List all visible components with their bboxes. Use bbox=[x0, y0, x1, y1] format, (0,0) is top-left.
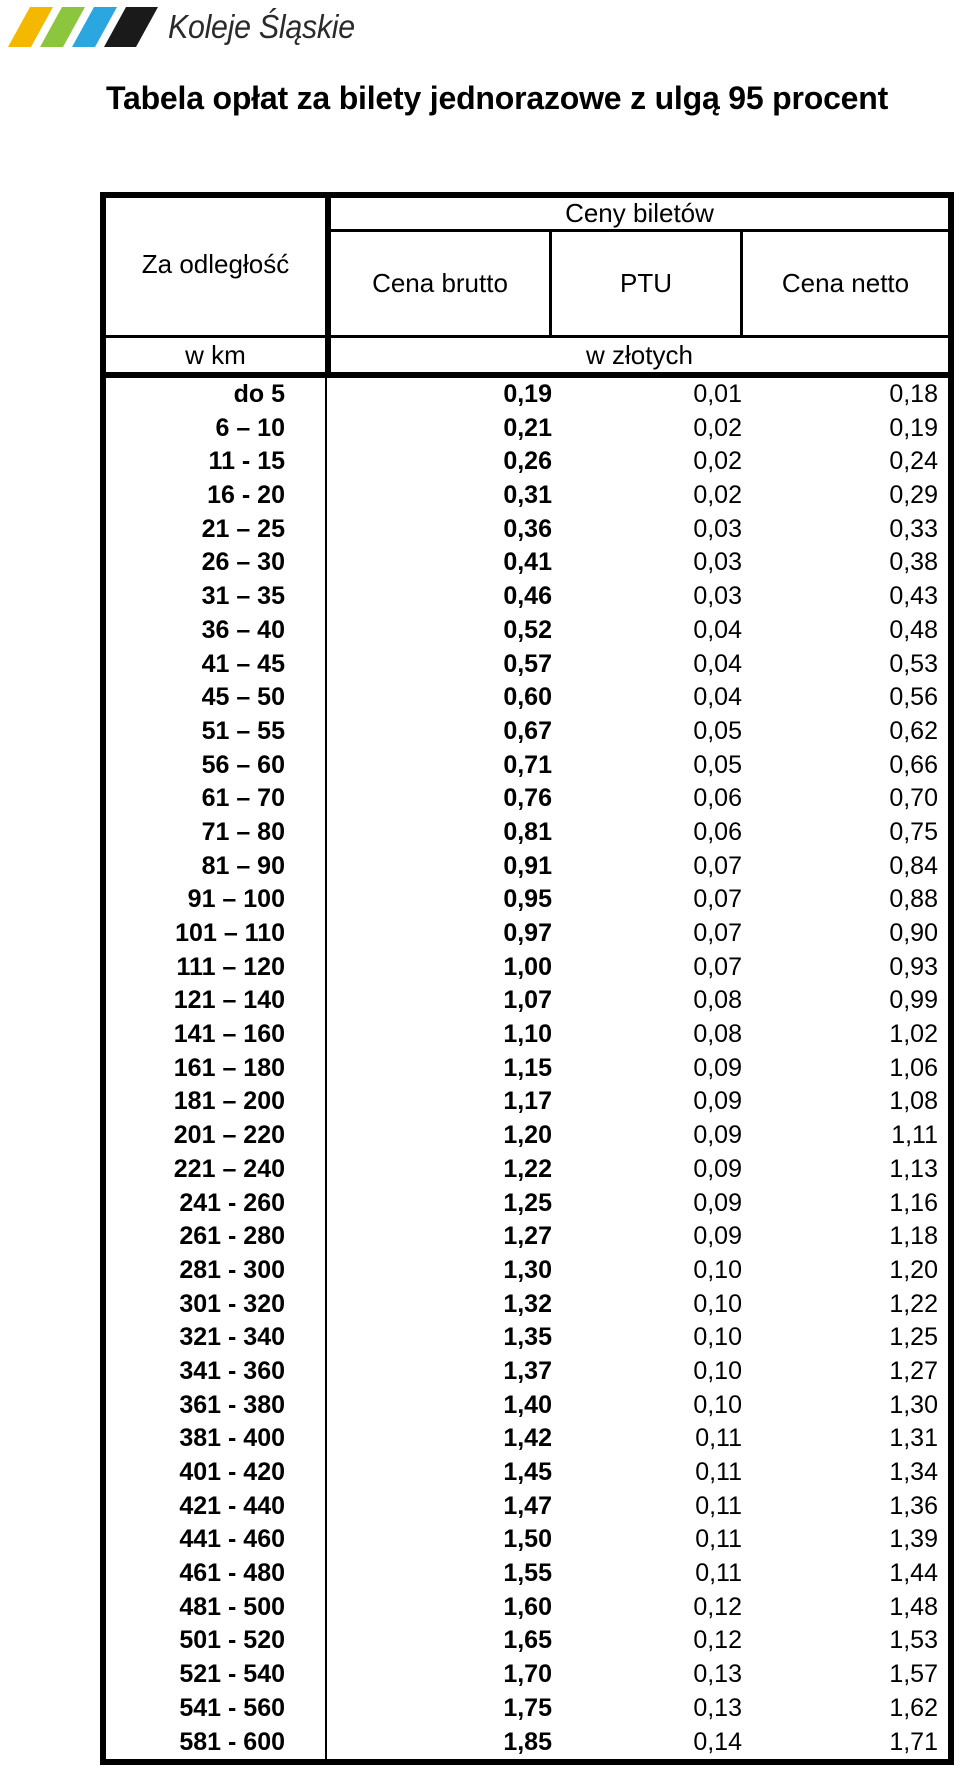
header-unit-pln: w złotych bbox=[586, 339, 693, 370]
netto-cell: 1,53 bbox=[889, 1626, 938, 1655]
netto-cell: 0,19 bbox=[889, 413, 938, 442]
distance-cell: 45 – 50 bbox=[201, 683, 285, 712]
header-distance: Za odległość bbox=[141, 249, 290, 279]
brutto-cell: 1,70 bbox=[503, 1660, 552, 1689]
distance-cell: 361 - 380 bbox=[179, 1390, 285, 1419]
netto-cell: 0,75 bbox=[889, 817, 938, 846]
brutto-cell: 1,50 bbox=[503, 1525, 552, 1554]
distance-cell: 6 – 10 bbox=[215, 413, 285, 442]
distance-cell: 91 – 100 bbox=[187, 885, 285, 914]
table-row bbox=[106, 1321, 948, 1355]
brutto-cell: 0,97 bbox=[503, 919, 552, 947]
brutto-cell: 0,52 bbox=[503, 615, 552, 644]
table-row bbox=[106, 917, 948, 951]
ptu-cell: 0,10 bbox=[693, 1255, 742, 1284]
brutto-cell: 1,37 bbox=[503, 1356, 552, 1385]
distance-cell: 26 – 30 bbox=[201, 548, 285, 577]
brand-name: Koleje Śląskie bbox=[168, 8, 355, 45]
netto-cell: 0,70 bbox=[889, 784, 938, 813]
header-col-netto: Cena netto bbox=[781, 268, 910, 298]
divider-group bbox=[331, 229, 948, 232]
distance-cell: 541 - 560 bbox=[179, 1693, 285, 1722]
ptu-cell: 0,09 bbox=[693, 1053, 742, 1082]
brutto-cell: 1,47 bbox=[503, 1491, 552, 1520]
netto-cell: 1,20 bbox=[889, 1255, 938, 1284]
netto-cell: 1,02 bbox=[889, 1020, 938, 1049]
ptu-cell: 0,02 bbox=[693, 413, 742, 442]
netto-cell: 0,84 bbox=[889, 851, 938, 880]
stripes-logo-icon bbox=[8, 7, 158, 47]
distance-cell: 221 – 240 bbox=[173, 1154, 285, 1183]
ptu-cell: 0,09 bbox=[693, 1188, 742, 1217]
netto-cell: 1,44 bbox=[889, 1559, 938, 1588]
divider-brutto-ptu bbox=[549, 232, 552, 335]
table-row bbox=[106, 1018, 948, 1052]
ptu-cell: 0,02 bbox=[693, 481, 742, 510]
distance-cell: 501 - 520 bbox=[179, 1626, 285, 1655]
ptu-cell: 0,10 bbox=[693, 1356, 742, 1385]
divider-distance bbox=[325, 198, 331, 372]
table-row bbox=[106, 1456, 948, 1490]
brutto-cell: 1,32 bbox=[503, 1289, 552, 1318]
brutto-cell: 0,21 bbox=[503, 413, 552, 442]
ptu-cell: 0,03 bbox=[693, 514, 742, 543]
table-row bbox=[106, 1288, 948, 1322]
brutto-cell: 1,55 bbox=[503, 1559, 552, 1588]
netto-cell: 1,57 bbox=[889, 1660, 938, 1689]
netto-cell: 1,08 bbox=[889, 1087, 938, 1116]
table-row bbox=[106, 1490, 948, 1524]
brutto-cell: 1,42 bbox=[503, 1424, 552, 1453]
table-row bbox=[106, 1658, 948, 1692]
ptu-cell: 0,02 bbox=[693, 447, 742, 476]
netto-cell: 1,13 bbox=[889, 1154, 938, 1183]
distance-cell: 321 - 340 bbox=[179, 1323, 285, 1352]
table-row bbox=[106, 445, 948, 479]
ptu-cell: 0,09 bbox=[693, 1087, 742, 1116]
table-row bbox=[106, 378, 948, 412]
ptu-cell: 0,01 bbox=[693, 380, 742, 408]
distance-cell: 281 - 300 bbox=[179, 1255, 285, 1284]
table-row bbox=[106, 681, 948, 715]
distance-cell: 261 - 280 bbox=[179, 1222, 285, 1251]
netto-cell: 1,36 bbox=[889, 1491, 938, 1520]
ptu-cell: 0,11 bbox=[695, 1525, 742, 1554]
brutto-cell: 0,76 bbox=[503, 784, 552, 813]
brutto-cell: 1,60 bbox=[503, 1592, 552, 1621]
brutto-cell: 1,17 bbox=[503, 1087, 552, 1116]
distance-cell: 21 – 25 bbox=[201, 514, 285, 543]
brand-logo bbox=[8, 4, 371, 50]
distance-cell: 341 - 360 bbox=[179, 1356, 285, 1385]
distance-cell: 31 – 35 bbox=[201, 582, 285, 611]
ptu-cell: 0,04 bbox=[693, 615, 742, 644]
netto-cell: 1,16 bbox=[889, 1188, 938, 1217]
header-unit-km: w km bbox=[185, 339, 246, 370]
distance-cell: 461 - 480 bbox=[179, 1559, 285, 1588]
distance-cell: 121 – 140 bbox=[173, 986, 285, 1015]
table-row bbox=[106, 1422, 948, 1456]
ptu-cell: 0,13 bbox=[693, 1693, 742, 1722]
brutto-cell: 1,40 bbox=[503, 1390, 552, 1419]
brutto-cell: 1,35 bbox=[503, 1323, 552, 1352]
brutto-cell: 0,57 bbox=[503, 649, 552, 678]
distance-cell: 51 – 55 bbox=[201, 716, 285, 745]
distance-cell: 201 – 220 bbox=[173, 1121, 285, 1150]
brutto-cell: 0,46 bbox=[503, 582, 552, 611]
distance-cell: 16 - 20 bbox=[207, 481, 285, 510]
table-row bbox=[106, 1220, 948, 1254]
ptu-cell: 0,06 bbox=[693, 817, 742, 846]
ptu-cell: 0,04 bbox=[693, 683, 742, 712]
distance-cell: 141 – 160 bbox=[173, 1020, 285, 1049]
table-row bbox=[106, 1523, 948, 1557]
ptu-cell: 0,07 bbox=[693, 919, 742, 947]
brutto-cell: 1,15 bbox=[503, 1053, 552, 1082]
netto-cell: 0,43 bbox=[889, 582, 938, 611]
netto-cell: 0,18 bbox=[889, 380, 938, 408]
netto-cell: 0,24 bbox=[889, 447, 938, 476]
distance-cell: 441 - 460 bbox=[179, 1525, 285, 1554]
distance-cell: 181 – 200 bbox=[173, 1087, 285, 1116]
netto-cell: 1,27 bbox=[889, 1356, 938, 1385]
brutto-cell: 0,31 bbox=[503, 481, 552, 510]
brutto-cell: 0,71 bbox=[503, 750, 552, 779]
table-row bbox=[106, 782, 948, 816]
divider-units bbox=[106, 335, 948, 338]
table-row bbox=[106, 614, 948, 648]
ptu-cell: 0,07 bbox=[693, 952, 742, 981]
table-row bbox=[106, 1389, 948, 1423]
ptu-cell: 0,05 bbox=[693, 716, 742, 745]
table-row bbox=[106, 816, 948, 850]
ptu-cell: 0,11 bbox=[695, 1491, 742, 1520]
distance-cell: 381 - 400 bbox=[179, 1424, 285, 1453]
netto-cell: 0,66 bbox=[889, 750, 938, 779]
table-row bbox=[106, 580, 948, 614]
brutto-cell: 1,27 bbox=[503, 1222, 552, 1251]
brutto-cell: 1,20 bbox=[503, 1121, 552, 1150]
table-row bbox=[106, 984, 948, 1018]
distance-cell: 481 - 500 bbox=[179, 1592, 285, 1621]
brutto-cell: 1,30 bbox=[503, 1255, 552, 1284]
netto-cell: 0,99 bbox=[889, 986, 938, 1015]
table-row bbox=[106, 412, 948, 446]
brutto-cell: 1,25 bbox=[503, 1188, 552, 1217]
ptu-cell: 0,10 bbox=[693, 1289, 742, 1318]
distance-cell: 11 - 15 bbox=[208, 447, 285, 476]
table-row bbox=[106, 715, 948, 749]
netto-cell: 0,33 bbox=[889, 514, 938, 543]
ptu-cell: 0,08 bbox=[693, 1020, 742, 1049]
table-row bbox=[106, 1355, 948, 1389]
table-row bbox=[106, 1052, 948, 1086]
ptu-cell: 0,13 bbox=[693, 1660, 742, 1689]
table-row bbox=[106, 1591, 948, 1625]
brutto-cell: 0,26 bbox=[503, 447, 552, 476]
table-row bbox=[106, 648, 948, 682]
ptu-cell: 0,07 bbox=[693, 885, 742, 914]
fare-table bbox=[100, 192, 954, 1765]
ptu-cell: 0,11 bbox=[695, 1458, 742, 1486]
ptu-cell: 0,08 bbox=[693, 986, 742, 1015]
brutto-cell: 0,36 bbox=[503, 514, 552, 543]
ptu-cell: 0,11 bbox=[695, 1559, 742, 1588]
distance-cell: 71 – 80 bbox=[201, 817, 285, 846]
netto-cell: 1,48 bbox=[889, 1592, 938, 1621]
table-row bbox=[106, 1119, 948, 1153]
netto-cell: 0,29 bbox=[889, 481, 938, 510]
table-row bbox=[106, 1726, 948, 1760]
netto-cell: 0,48 bbox=[889, 615, 938, 644]
brutto-cell: 1,10 bbox=[503, 1020, 552, 1049]
netto-cell: 1,62 bbox=[889, 1693, 938, 1722]
table-row bbox=[106, 1624, 948, 1658]
netto-cell: 1,18 bbox=[889, 1222, 938, 1251]
distance-cell: 56 – 60 bbox=[201, 750, 285, 779]
table-row bbox=[106, 1153, 948, 1187]
distance-cell: 421 - 440 bbox=[179, 1491, 285, 1520]
netto-cell: 1,39 bbox=[889, 1525, 938, 1554]
distance-cell: 161 – 180 bbox=[173, 1053, 285, 1082]
netto-cell: 0,90 bbox=[889, 919, 938, 947]
distance-cell: 36 – 40 bbox=[201, 615, 285, 644]
brutto-cell: 1,45 bbox=[503, 1458, 552, 1486]
brutto-cell: 0,81 bbox=[503, 817, 552, 846]
table-row bbox=[106, 479, 948, 513]
ptu-cell: 0,09 bbox=[693, 1121, 742, 1150]
brutto-cell: 1,85 bbox=[503, 1727, 552, 1756]
distance-cell: 111 – 120 bbox=[176, 952, 285, 981]
distance-cell: 61 – 70 bbox=[201, 784, 285, 813]
ptu-cell: 0,07 bbox=[693, 851, 742, 880]
brutto-cell: 1,75 bbox=[503, 1693, 552, 1722]
table-row bbox=[106, 1692, 948, 1726]
distance-cell: 581 - 600 bbox=[179, 1727, 285, 1756]
brutto-cell: 0,91 bbox=[503, 851, 552, 880]
divider-ptu-netto bbox=[740, 232, 743, 335]
ptu-cell: 0,12 bbox=[693, 1626, 742, 1655]
table-row bbox=[106, 546, 948, 580]
netto-cell: 0,88 bbox=[889, 885, 938, 914]
ptu-cell: 0,14 bbox=[693, 1727, 742, 1756]
table-row bbox=[106, 749, 948, 783]
distance-cell: 301 - 320 bbox=[179, 1289, 285, 1318]
table-row bbox=[106, 883, 948, 917]
distance-cell: do 5 bbox=[233, 380, 285, 408]
netto-cell: 1,22 bbox=[889, 1289, 938, 1318]
distance-cell: 521 - 540 bbox=[179, 1660, 285, 1689]
distance-cell: 81 – 90 bbox=[201, 851, 285, 880]
table-row bbox=[106, 513, 948, 547]
brutto-cell: 1,07 bbox=[503, 986, 552, 1015]
brutto-cell: 1,65 bbox=[503, 1626, 552, 1655]
netto-cell: 1,34 bbox=[889, 1458, 938, 1486]
page-title: Tabela opłat za bilety jednorazowe z ulgą 95 procent bbox=[106, 80, 889, 116]
distance-cell: 101 – 110 bbox=[175, 919, 285, 947]
netto-cell: 0,38 bbox=[889, 548, 938, 577]
ptu-cell: 0,09 bbox=[693, 1154, 742, 1183]
netto-cell: 1,30 bbox=[889, 1390, 938, 1419]
table-row bbox=[106, 1187, 948, 1221]
ptu-cell: 0,06 bbox=[693, 784, 742, 813]
netto-cell: 0,93 bbox=[889, 952, 938, 981]
brutto-cell: 0,60 bbox=[503, 683, 552, 712]
table-row bbox=[106, 1085, 948, 1119]
netto-cell: 1,25 bbox=[889, 1323, 938, 1352]
ptu-cell: 0,12 bbox=[693, 1592, 742, 1621]
netto-cell: 1,06 bbox=[889, 1053, 938, 1082]
ptu-cell: 0,03 bbox=[693, 548, 742, 577]
ptu-cell: 0,10 bbox=[693, 1390, 742, 1419]
netto-cell: 0,56 bbox=[889, 683, 938, 712]
ptu-cell: 0,05 bbox=[693, 750, 742, 779]
brutto-cell: 1,22 bbox=[503, 1154, 552, 1183]
table-row bbox=[106, 850, 948, 884]
distance-cell: 401 - 420 bbox=[179, 1458, 285, 1486]
netto-cell: 1,11 bbox=[891, 1121, 938, 1150]
brutto-cell: 0,67 bbox=[503, 716, 552, 745]
header-col-brutto: Cena brutto bbox=[372, 268, 508, 298]
distance-cell: 241 - 260 bbox=[179, 1188, 285, 1217]
table-row bbox=[106, 951, 948, 985]
brutto-cell: 1,00 bbox=[503, 952, 552, 981]
brutto-cell: 0,19 bbox=[503, 380, 552, 408]
distance-cell: 41 – 45 bbox=[201, 649, 285, 678]
ptu-cell: 0,10 bbox=[693, 1323, 742, 1352]
netto-cell: 1,31 bbox=[889, 1424, 938, 1453]
header-prices-group: Ceny biletów bbox=[565, 198, 714, 228]
ptu-cell: 0,04 bbox=[693, 649, 742, 678]
brutto-cell: 0,41 bbox=[503, 548, 552, 577]
fare-rows bbox=[106, 378, 948, 1759]
netto-cell: 1,71 bbox=[889, 1727, 938, 1756]
table-row bbox=[106, 1557, 948, 1591]
ptu-cell: 0,09 bbox=[693, 1222, 742, 1251]
ptu-cell: 0,03 bbox=[693, 582, 742, 611]
header-col-ptu: PTU bbox=[620, 268, 672, 298]
netto-cell: 0,53 bbox=[889, 649, 938, 678]
ptu-cell: 0,11 bbox=[695, 1424, 742, 1453]
table-row bbox=[106, 1254, 948, 1288]
netto-cell: 0,62 bbox=[889, 716, 938, 745]
brutto-cell: 0,95 bbox=[503, 885, 552, 914]
